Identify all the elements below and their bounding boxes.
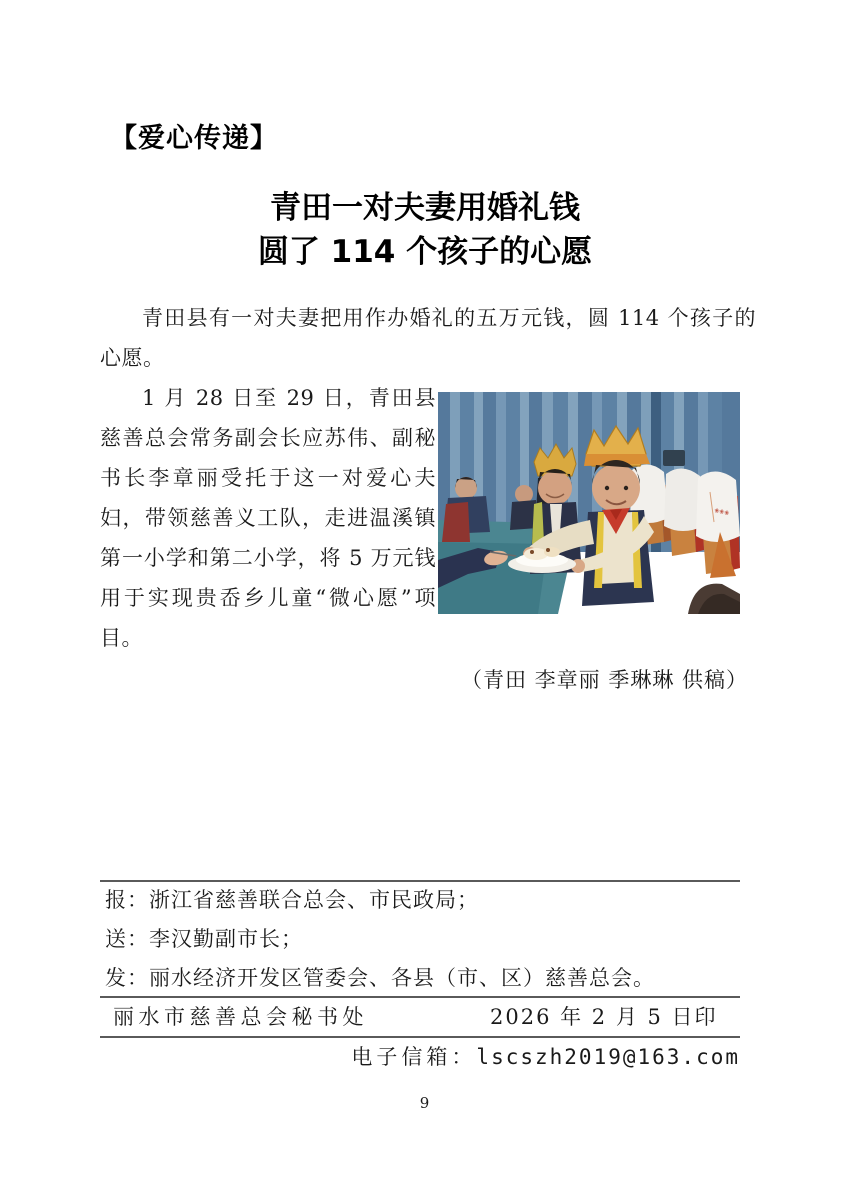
footer-email-row <box>100 1038 740 1077</box>
article-paragraph-1: 青田县有一对夫妻把用作办婚礼的五万元钱，圆 114 个孩子的心愿。 <box>100 306 756 370</box>
svg-text:❀❀❀: ❀❀❀ <box>713 507 730 518</box>
footer-email-label: 电子信箱： <box>351 1045 477 1069</box>
footer-print-date: 2026 年 2 月 5 日印 <box>490 1005 718 1029</box>
footer-report-line: 报：浙江省慈善联合总会、市民政局； <box>105 888 479 912</box>
page-number: 9 <box>419 1094 430 1112</box>
footer-send-line: 送：李汉勤副市长； <box>105 927 303 951</box>
footer-distribution-list <box>100 881 740 998</box>
article-paragraph-2: 1 月 28 日至 29 日，青田县慈善总会常务副会长应苏伟、副秘书长李章丽受托于这一对爱心夫妇，带领慈善义工队，走进温溪镇第一小学和第二小学，将 5 万元钱用于实现贵岙乡儿童“微心愿”项目。 <box>100 386 436 650</box>
footer-issue-line: 发：丽水经济开发区管委会、各县（市、区）慈善总会。 <box>105 966 655 990</box>
section-header: 【爱心传递】 <box>110 123 278 154</box>
article-photo <box>438 392 740 614</box>
footer-email-address: lscszh2019@163.com <box>476 1045 740 1069</box>
article-title-line2: 圆了 114 个孩子的心愿 <box>257 234 593 270</box>
footer-secretariat-row <box>100 998 740 1036</box>
article-title <box>100 186 750 274</box>
classroom-photo-illustration <box>438 392 740 614</box>
footer-secretariat: 丽水市慈善总会秘书处 <box>113 1005 368 1029</box>
article-attribution: （青田 李章丽 季琳琳 供稿） <box>460 668 748 692</box>
article-title-line1: 青田一对夫妻用婚礼钱 <box>270 190 580 226</box>
